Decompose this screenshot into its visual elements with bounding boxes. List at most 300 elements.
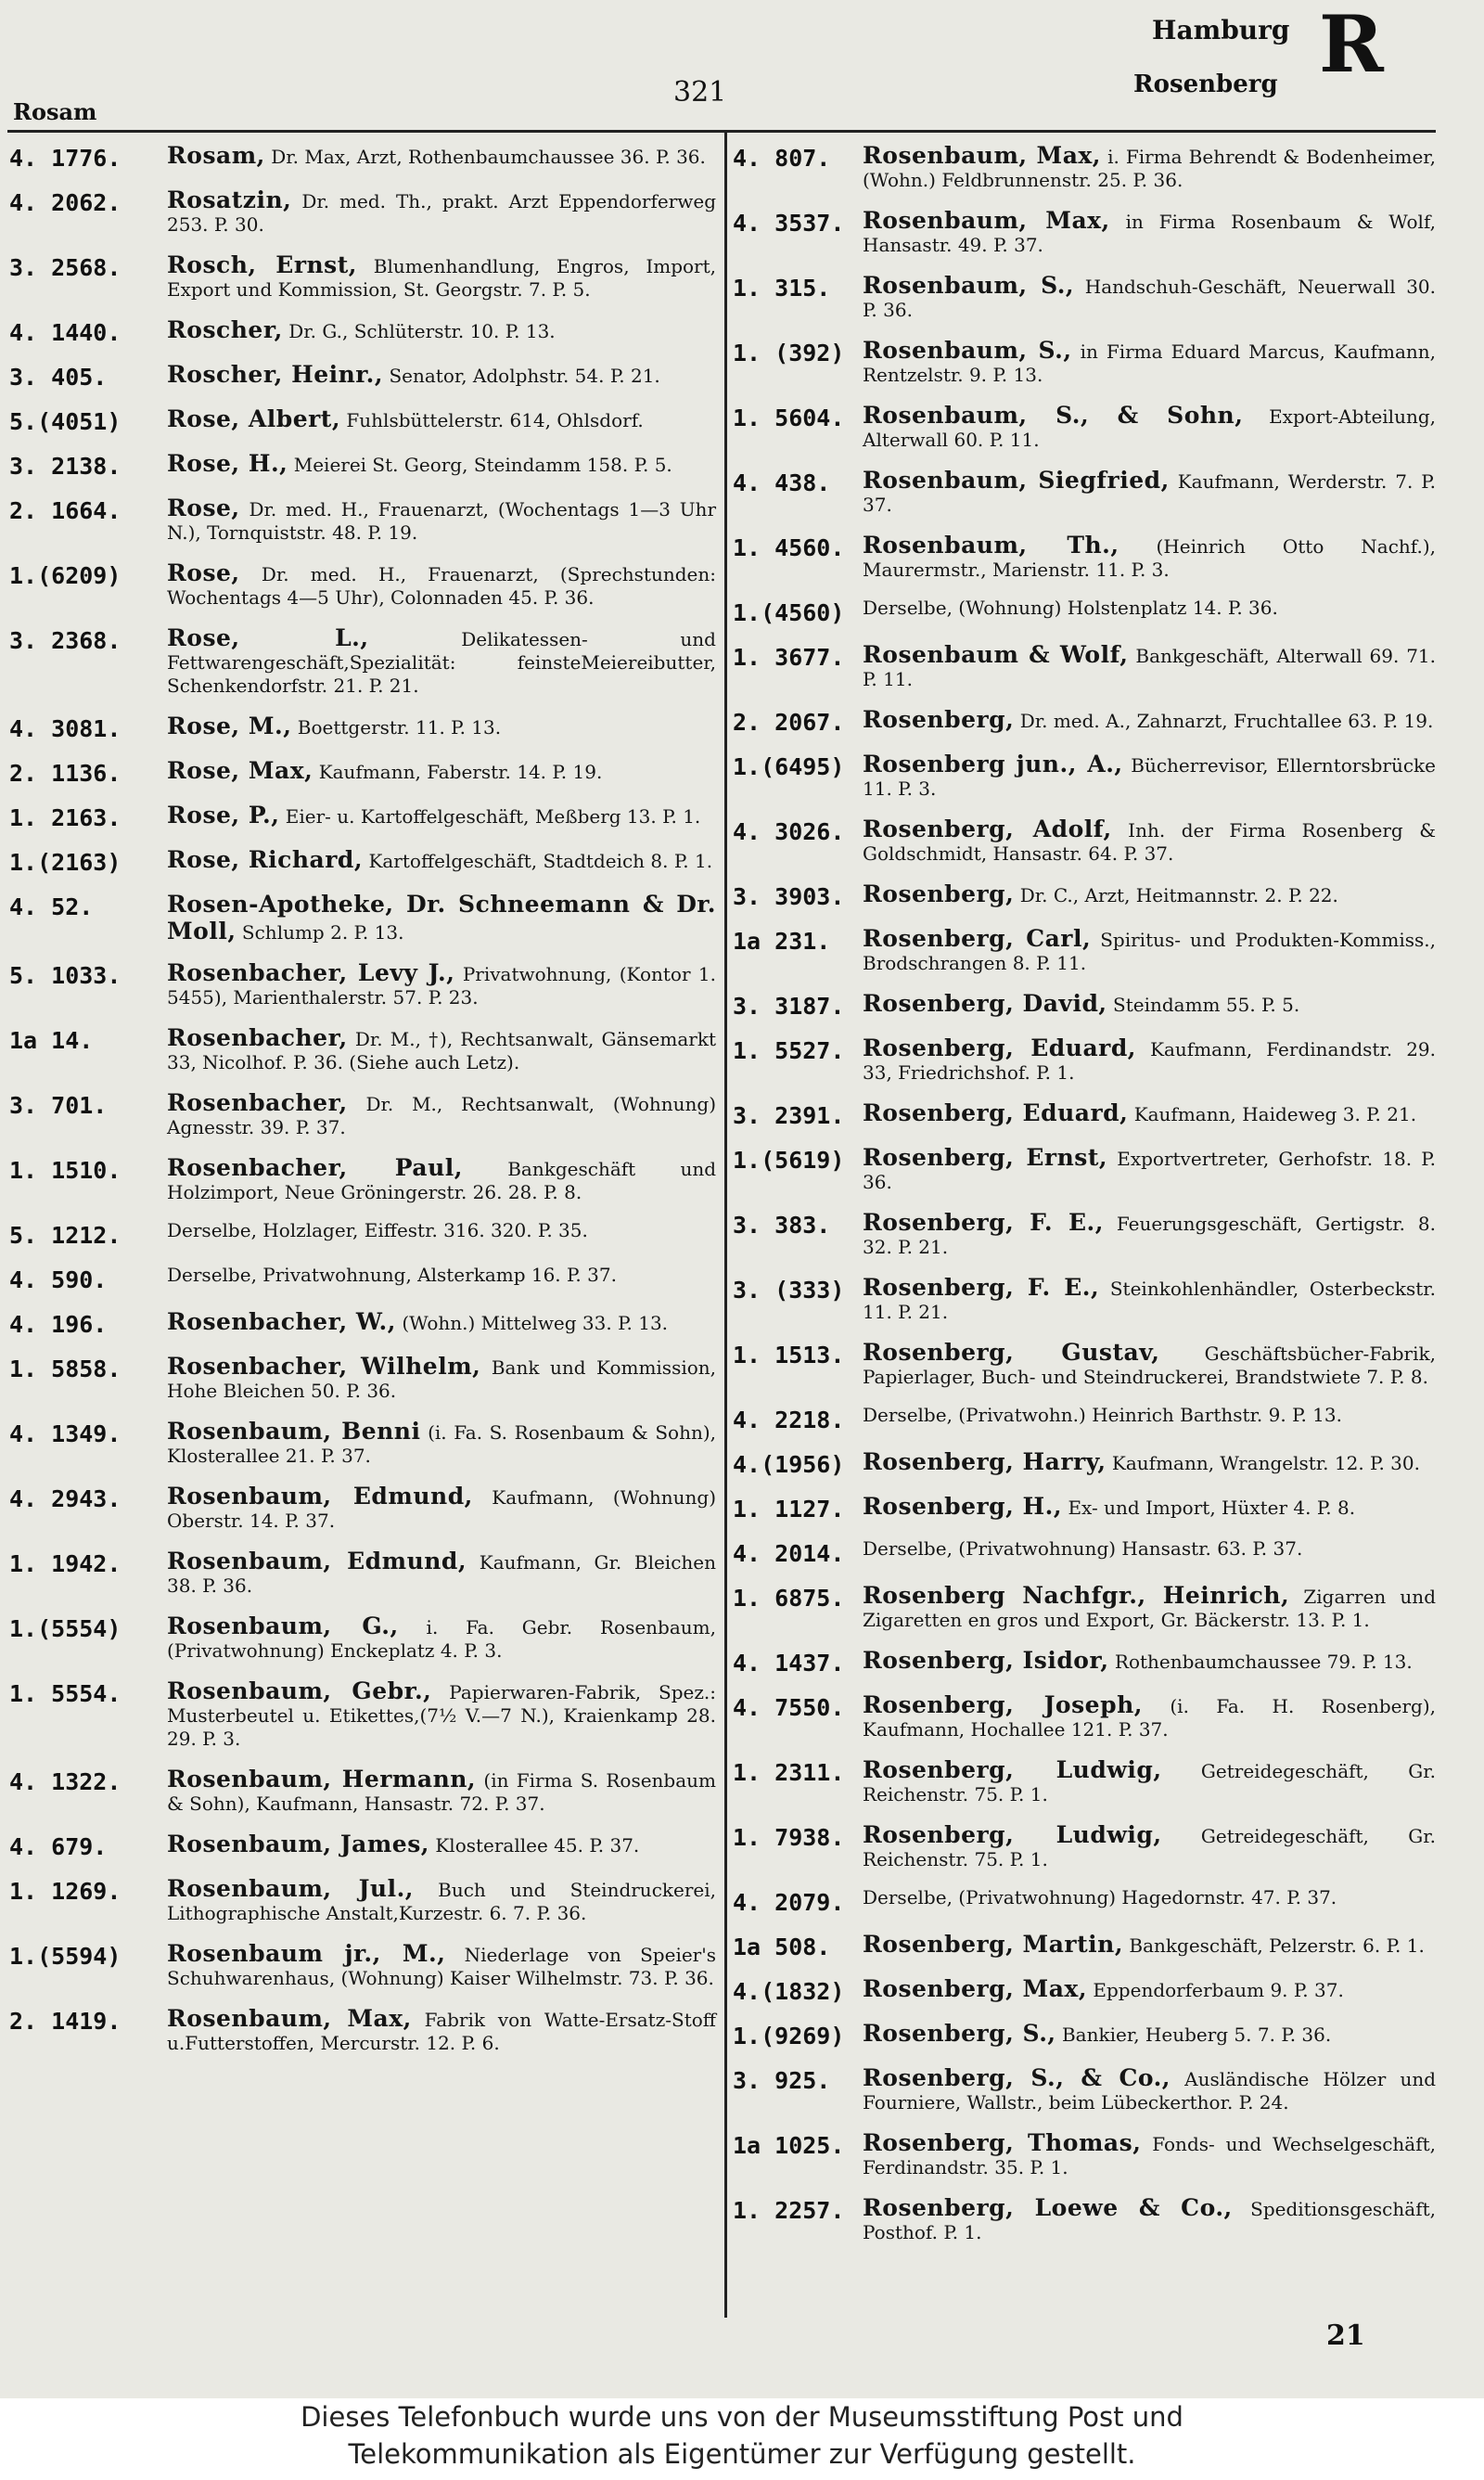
phone-number: 2. 1136. (9, 760, 122, 787)
entry-text (863, 2020, 1436, 2047)
entry-text (167, 802, 716, 829)
entry-details: Kaufmann, (Wohnung) Oberstr. 14. P. 37. (167, 1486, 716, 1532)
entry-text (167, 1089, 716, 1139)
entry-details: Steindamm 55. P. 5. (1113, 994, 1300, 1016)
subscriber-name: Rosenbaum, Max, (167, 2005, 412, 2032)
phone-number: 3. 405. (9, 364, 108, 391)
phone-number: 3. 925. (733, 2067, 831, 2094)
phone-number: 1. 5527. (733, 1037, 845, 1064)
entry-text (167, 186, 716, 237)
entry-text (863, 1975, 1436, 2002)
directory-entry (9, 186, 716, 237)
entry-text (167, 1940, 716, 1990)
phone-number: 1. 7938. (733, 1824, 845, 1851)
entry-text (167, 251, 716, 302)
entry-text (167, 316, 716, 343)
subscriber-name: Rosenbaum, Gebr., (167, 1677, 432, 1704)
phone-number: 1a 14. (9, 1027, 94, 1054)
entry-details: i. Firma Behrendt & Bodenheimer, (Wohn.) Feldbrunnenstr. 25. P. 36. (863, 146, 1437, 191)
entry-details: Dr. G., Schlüterstr. 10. P. 13. (288, 320, 556, 342)
entry-details: Rothenbaumchaussee 79. P. 13. (1114, 1651, 1413, 1673)
entry-text (167, 1483, 716, 1533)
subscriber-name: Rosenbaum, G., (167, 1613, 399, 1639)
entry-text (863, 1493, 1436, 1520)
entry-text (863, 1821, 1436, 1871)
running-head-right: Rosenberg (1133, 71, 1278, 98)
phone-number: 1. 5554. (9, 1680, 122, 1707)
subscriber-name: Rosenbaum, Siegfried, (863, 467, 1170, 494)
subscriber-name: Rosenbaum, Benni (167, 1418, 421, 1445)
directory-entry (9, 846, 716, 876)
phone-number: 4. 679. (9, 1833, 108, 1860)
entry-text (863, 1756, 1436, 1806)
phone-number: 1. 1510. (9, 1157, 122, 1184)
entry-text (863, 751, 1436, 801)
directory-entry (733, 597, 1436, 626)
entry-text (863, 706, 1436, 733)
subscriber-name: Rose, M., (167, 713, 292, 739)
phone-number: 4. 438. (733, 469, 831, 496)
directory-entry (733, 1034, 1436, 1085)
phone-number: 1.(5619) (733, 1147, 845, 1174)
entry-details: Bücherrevisor, Ellerntorsbrücke 11. P. 3. (863, 754, 1436, 800)
directory-entry (9, 1353, 716, 1403)
phone-number: 4. 7550. (733, 1694, 845, 1721)
ownership-notice-line-2: Telekommunikation als Eigentümer zur Verfügung gestellt. (348, 2438, 1136, 2470)
subscriber-name: Rosenberg, Loewe & Co., (863, 2194, 1233, 2221)
entry-text (863, 925, 1436, 975)
entry-text (167, 559, 716, 610)
directory-entry (9, 142, 716, 172)
subscriber-name: Rosenbacher, W., (167, 1308, 396, 1335)
directory-entry (733, 2194, 1436, 2244)
entry-text (167, 1875, 716, 1925)
entry-details: i. Fa. Gebr. Rosenbaum, (Privatwohnung) Enckeplatz 4. P. 3. (167, 1616, 716, 1662)
phone-number: 4. 2943. (9, 1485, 122, 1512)
directory-entry (733, 532, 1436, 582)
phone-number: 4. 1776. (9, 145, 122, 172)
phone-number: 1. 2311. (733, 1759, 845, 1786)
subscriber-name: Rosatzin, (167, 186, 292, 213)
entry-text (863, 1448, 1436, 1475)
phone-number: 4. 2014. (733, 1540, 845, 1567)
directory-entry (9, 1024, 716, 1074)
entry-details: Kaufmann, Faberstr. 14. P. 19. (318, 761, 603, 783)
entry-text (863, 641, 1436, 691)
entry-details: Boettgerstr. 11. P. 13. (297, 716, 502, 739)
entry-text (863, 597, 1436, 620)
phone-number: 3. 3903. (733, 883, 845, 910)
entry-text (863, 1404, 1436, 1427)
entry-details: Privatwohnung, (Kontor 1. 5455), Marienthalerstr. 57. P. 23. (167, 963, 716, 1009)
directory-entry (9, 1089, 716, 1139)
phone-number: 4. 1440. (9, 319, 122, 346)
directory-entry (733, 925, 1436, 975)
entry-text (167, 757, 716, 784)
phone-number: 1. 6875. (733, 1585, 845, 1612)
entry-details: Blumenhandlung, Engros, Import, Export und Kommission, St. Georgstr. 7. P. 5. (167, 255, 717, 301)
directory-entry (733, 1144, 1436, 1194)
entry-text (863, 1274, 1436, 1324)
subscriber-name: Rosenbaum, S., (863, 337, 1072, 364)
entry-text (167, 1831, 716, 1857)
entry-text (863, 990, 1436, 1017)
entry-text (167, 495, 716, 545)
subscriber-name: Rosenbaum, Th., (863, 532, 1119, 559)
entry-details: Derselbe, (Wohnung) Holstenplatz 14. P. 36. (863, 597, 1278, 619)
entry-details: Buch und Steindruckerei, Lithographische Anstalt,Kurzestr. 6. 7. P. 36. (167, 1879, 716, 1924)
entry-text (167, 1308, 716, 1335)
subscriber-name: Rose, (167, 495, 240, 521)
entry-text (167, 405, 716, 432)
entry-text (863, 1209, 1436, 1259)
subscriber-name: Rosenberg, S., (863, 2020, 1056, 2047)
entry-details: Dr. med. H., Frauenarzt, (Sprechstunden: Wochentags 4—5 Uhr), Colonnaden 45. P. 36. (167, 563, 716, 609)
section-letter: R (1319, 0, 1384, 90)
entry-text (863, 816, 1436, 866)
directory-entry (9, 1677, 716, 1751)
entry-details: Derselbe, (Privatwohnung) Hansastr. 63. P. 37. (863, 1537, 1303, 1560)
entry-details: Geschäftsbücher-Fabrik, Papierlager, Buch- und Steindruckerei, Brandstwiete 7. P. 8. (863, 1343, 1436, 1388)
entry-text (167, 1024, 716, 1074)
entry-details: Schlump 2. P. 13. (241, 921, 404, 944)
subscriber-name: Rosam, (167, 142, 265, 169)
phone-number: 5.(4051) (9, 408, 122, 435)
phone-number: 1.(4560) (733, 599, 845, 626)
directory-entry (733, 1209, 1436, 1259)
subscriber-name: Rosenbaum, Hermann, (167, 1766, 477, 1793)
phone-number: 1. 1942. (9, 1550, 122, 1577)
entry-details: in Firma Rosenbaum & Wolf, Hansastr. 49. P. 37. (863, 211, 1436, 256)
subscriber-name: Rosenberg, Harry, (863, 1448, 1107, 1475)
phone-number: 1. 315. (733, 275, 831, 302)
entry-details: in Firma Eduard Marcus, Kaufmann, Rentzelstr. 9. P. 13. (863, 341, 1436, 386)
entry-details: Bankgeschäft und Holzimport, Neue Gröningerstr. 26. 28. P. 8. (167, 1158, 717, 1203)
entry-details: Derselbe, Privatwohnung, Alsterkamp 16. P. 37. (167, 1264, 617, 1286)
entry-details: Fuhlsbüttelerstr. 614, Ohlsdorf. (346, 409, 644, 431)
subscriber-name: Rosenberg, (863, 880, 1015, 907)
entry-details: Fabrik von Watte-Ersatz-Stoff u.Futterstoffen, Mercurstr. 12. P. 6. (167, 2009, 716, 2054)
entry-text (167, 361, 716, 388)
phone-number: 1. 1269. (9, 1878, 122, 1905)
subscriber-name: Rosenbaum, S., (863, 272, 1075, 299)
directory-entry (9, 1940, 716, 1990)
directory-entry (733, 1493, 1436, 1523)
entry-text (863, 337, 1436, 387)
directory-entry (733, 207, 1436, 257)
entry-details: Feuerungsgeschäft, Gertigstr. 8. 32. P. 21. (863, 1213, 1436, 1258)
directory-entry (733, 706, 1436, 736)
directory-entry (733, 1886, 1436, 1916)
phone-number: 1a 508. (733, 1934, 831, 1960)
subscriber-name: Rosenberg, Eduard, (863, 1034, 1137, 1061)
phone-number: 1. 2257. (733, 2197, 845, 2224)
directory-entry (733, 1274, 1436, 1324)
entry-details: Delikatessen- und Fettwarengeschäft,Spezialität: feinsteMeiereibutter, Schenkendorfstr. 21. P. 21. (167, 628, 716, 697)
directory-entry (733, 880, 1436, 910)
directory-entry (733, 990, 1436, 1020)
phone-number: 4. 52. (9, 893, 94, 920)
entry-text (863, 1931, 1436, 1958)
entry-text (167, 1766, 716, 1816)
subscriber-name: Rosenberg, David, (863, 990, 1107, 1017)
directory-entry (733, 1691, 1436, 1741)
subscriber-name: Rose, H., (167, 450, 288, 477)
phone-number: 1. 1127. (733, 1496, 845, 1523)
phone-number: 1.(9269) (733, 2023, 845, 2050)
phone-number: 1. 3677. (733, 644, 845, 671)
entry-text (167, 1154, 716, 1204)
entry-details: Inh. der Firma Rosenberg & Goldschmidt, Hansastr. 64. P. 37. (863, 819, 1437, 865)
subscriber-name: Rosenbaum, S., & Sohn, (863, 402, 1244, 429)
ownership-notice-line-1: Dieses Telefonbuch wurde uns von der Museumsstiftung Post und (301, 2401, 1183, 2433)
entry-text (863, 142, 1436, 192)
entry-text (863, 2064, 1436, 2114)
entry-text (863, 1647, 1436, 1674)
entry-details: Derselbe, (Privatwohn.) Heinrich Barthstr. 9. P. 13. (863, 1404, 1342, 1426)
entry-details: Kaufmann, Werderstr. 7. P. 37. (863, 470, 1436, 516)
entry-text (863, 1582, 1436, 1632)
subscriber-name: Rosenberg, Ernst, (863, 1144, 1108, 1171)
entry-text (863, 1339, 1436, 1389)
directory-entry (733, 1931, 1436, 1960)
ownership-notice (0, 2398, 1484, 2480)
phone-number: 4.(1832) (733, 1978, 845, 2005)
entry-text (167, 891, 716, 944)
entry-details: Speditionsgeschäft, Posthof. P. 1. (863, 2198, 1436, 2243)
subscriber-name: Rosenbaum, Max, (863, 142, 1102, 169)
phone-number: 4.(1956) (733, 1451, 845, 1478)
directory-entry (733, 2129, 1436, 2179)
phone-number: 2. 2067. (733, 709, 845, 736)
phone-number: 1.(6495) (733, 753, 845, 780)
subscriber-name: Rose, (167, 559, 240, 586)
phone-number: 1.(5594) (9, 1943, 122, 1970)
phone-number: 1. 5604. (733, 405, 845, 431)
directory-entry (9, 1483, 716, 1533)
phone-number: 5. 1033. (9, 962, 122, 989)
entry-details: Kaufmann, Ferdinandstr. 29. 33, Friedrichshof. P. 1. (863, 1038, 1436, 1084)
entry-details: Derselbe, Holzlager, Eiffestr. 316. 320. P. 35. (167, 1219, 588, 1241)
entry-details: Getreidegeschäft, Gr. Reichenstr. 75. P. 1. (863, 1760, 1436, 1805)
directory-entry (733, 1537, 1436, 1567)
subscriber-name: Roscher, (167, 316, 283, 343)
entry-text (863, 1144, 1436, 1194)
entry-details: Derselbe, (Privatwohnung) Hagedornstr. 47. P. 37. (863, 1886, 1337, 1908)
subscriber-name: Rose, Albert, (167, 405, 341, 432)
running-head-city: Hamburg (1152, 15, 1290, 45)
directory-entry (9, 405, 716, 435)
running-head-left: Rosam (13, 98, 97, 125)
entry-details: (in Firma S. Rosenbaum & Sohn), Kaufmann, Hansastr. 72. P. 37. (167, 1769, 716, 1815)
subscriber-name: Rosenberg, Martin, (863, 1931, 1124, 1958)
directory-entry (733, 1647, 1436, 1677)
subscriber-name: Rose, P., (167, 802, 280, 829)
entry-details: Dr. med. A., Zahnarzt, Fruchtallee 63. P. 19. (1019, 710, 1434, 732)
subscriber-name: Roscher, Heinr., (167, 361, 384, 388)
right-column (733, 142, 1436, 2259)
directory-entry (733, 1339, 1436, 1389)
entry-details: (Wohn.) Mittelweg 33. P. 13. (402, 1312, 669, 1334)
entry-text (167, 713, 716, 739)
entry-text (167, 2005, 716, 2055)
entry-details: Bankgeschäft, Alterwall 69. 71. P. 11. (863, 645, 1436, 690)
subscriber-name: Rosenberg, Thomas, (863, 2129, 1142, 2156)
subscriber-name: Rosenbacher, Wilhelm, (167, 1353, 481, 1380)
subscriber-name: Rosenberg, H., (863, 1493, 1063, 1520)
phone-number: 4. 590. (9, 1266, 108, 1293)
directory-entry (9, 1831, 716, 1860)
entry-text (863, 272, 1436, 322)
directory-entry (9, 959, 716, 1009)
page-number: 321 (673, 76, 727, 109)
entry-details: Klosterallee 45. P. 37. (435, 1834, 640, 1857)
entry-details: Niederlage von Speier's Schuhwarenhaus, (Wohnung) Kaiser Wilhelmstr. 73. P. 36. (167, 1944, 716, 1989)
subscriber-name: Rosenbaum, Edmund, (167, 1483, 473, 1510)
directory-entry (9, 802, 716, 831)
directory-entry (733, 272, 1436, 322)
subscriber-name: Rosenbaum, Max, (863, 207, 1110, 234)
directory-entry (9, 1613, 716, 1663)
subscriber-name: Rosenberg, Max, (863, 1975, 1088, 2002)
entry-text (863, 207, 1436, 257)
entry-details: Handschuh-Geschäft, Neuerwall 30. P. 36. (863, 276, 1436, 321)
entry-text (167, 1418, 716, 1468)
phone-number: 3. 701. (9, 1092, 108, 1119)
subscriber-name: Rosenbacher, (167, 1024, 348, 1051)
phone-number: 4. 3026. (733, 818, 845, 845)
phone-number: 2. 1419. (9, 2008, 122, 2035)
entry-details: (i. Fa. H. Rosenberg), Kaufmann, Hochallee 121. P. 37. (863, 1695, 1436, 1741)
entry-details: Bank und Kommission, Hohe Bleichen 50. P. 36. (167, 1356, 717, 1402)
entry-details: Ausländische Hölzer und Fourniere, Wallstr., beim Lübeckerthor. P. 24. (863, 2068, 1437, 2114)
directory-entry (733, 2064, 1436, 2114)
entry-details: Steinkohlenhändler, Osterbeckstr. 11. P. 21. (863, 1278, 1436, 1323)
directory-entry (733, 2020, 1436, 2050)
subscriber-name: Rosenberg, Isidor, (863, 1647, 1109, 1674)
subscriber-name: Rose, L., (167, 624, 369, 651)
entry-details: Fonds- und Wechselgeschäft, Ferdinandstr. 35. P. 1. (863, 2133, 1437, 2178)
phone-number: 4. 2218. (733, 1407, 845, 1433)
directory-entry (9, 450, 716, 480)
phone-number: 4. 3081. (9, 715, 122, 742)
entry-text (863, 1691, 1436, 1741)
subscriber-name: Rosenbaum, Edmund, (167, 1548, 467, 1574)
phone-number: 1. (392) (733, 340, 845, 366)
entry-text (167, 846, 716, 873)
directory-entry (9, 1264, 716, 1293)
directory-entry (733, 1756, 1436, 1806)
entry-details: (Heinrich Otto Nachf.), Maurermstr., Marienstr. 11. P. 3. (863, 535, 1437, 581)
entry-text (167, 1264, 716, 1287)
directory-entry (9, 1219, 716, 1249)
subscriber-name: Rose, Richard, (167, 846, 364, 873)
entry-details: Senator, Adolphstr. 54. P. 21. (389, 365, 660, 387)
directory-entry (733, 1821, 1436, 1871)
entry-details: Eppendorferbaum 9. P. 37. (1093, 1979, 1344, 2001)
column-divider (724, 130, 727, 2318)
entry-text (167, 624, 716, 698)
subscriber-name: Rosenberg, Gustav, (863, 1339, 1160, 1366)
entry-text (863, 1034, 1436, 1085)
subscriber-name: Rosenberg jun., A., (863, 751, 1123, 777)
subscriber-name: Rosenberg, F. E., (863, 1274, 1100, 1301)
phone-number: 3. (333) (733, 1277, 845, 1304)
directory-entry (9, 1154, 716, 1204)
subscriber-name: Rosenberg, Joseph, (863, 1691, 1143, 1718)
phone-number: 4. 1322. (9, 1768, 122, 1795)
entry-text (167, 1613, 716, 1663)
entry-details: Dr. med. H., Frauenarzt, (Wochentags 1—3 Uhr N.), Tornquiststr. 48. P. 19. (167, 498, 717, 544)
directory-entry (733, 467, 1436, 517)
entry-text (863, 532, 1436, 582)
entry-details: Kaufmann, Gr. Bleichen 38. P. 36. (167, 1551, 716, 1597)
directory-entry (733, 337, 1436, 387)
phone-number: 3. 2391. (733, 1102, 845, 1129)
directory-entry (9, 713, 716, 742)
phone-number: 1.(6209) (9, 562, 122, 589)
phone-number: 1.(2163) (9, 849, 122, 876)
directory-entry (9, 1548, 716, 1598)
directory-entry (9, 361, 716, 391)
directory-entry (9, 757, 716, 787)
directory-entry (733, 402, 1436, 452)
phone-number: 3. 2568. (9, 254, 122, 281)
directory-entry (9, 624, 716, 698)
phone-number: 1a 231. (733, 928, 831, 955)
phone-number: 4. 196. (9, 1311, 108, 1338)
phone-number: 3. 2368. (9, 627, 122, 654)
directory-entry (9, 251, 716, 302)
phone-number: 4. 2079. (733, 1889, 845, 1916)
entry-details: Bankgeschäft, Pelzerstr. 6. P. 1. (1129, 1934, 1425, 1957)
directory-entry (9, 1308, 716, 1338)
phone-number: 1.(5554) (9, 1615, 122, 1642)
subscriber-name: Rosenbaum, James, (167, 1831, 429, 1857)
entry-details: Dr. M., Rechtsanwalt, (Wohnung) Agnesstr. 39. P. 37. (167, 1093, 716, 1138)
directory-entry (733, 1975, 1436, 2005)
subscriber-name: Rosenbaum & Wolf, (863, 641, 1129, 668)
entry-details: Dr. M., †), Rechtsanwalt, Gänsemarkt 33, Nicolhof. P. 36. (Siehe auch Letz). (167, 1028, 716, 1073)
subscriber-name: Rosenbaum, Jul., (167, 1875, 414, 1902)
subscriber-name: Rosenbacher, (167, 1089, 348, 1116)
phone-number: 3. 3187. (733, 993, 845, 1020)
directory-entry (733, 142, 1436, 192)
subscriber-name: Rosenberg, (863, 706, 1015, 733)
directory-entry (9, 891, 716, 944)
entry-details: Dr. C., Arzt, Heitmannstr. 2. P. 22. (1019, 884, 1338, 906)
entry-details: Meierei St. Georg, Steindamm 158. P. 5. (293, 454, 672, 476)
entry-text (167, 142, 716, 169)
entry-text (167, 1219, 716, 1242)
directory-entry (9, 316, 716, 346)
entry-details: Dr. Max, Arzt, Rothenbaumchaussee 36. P. 36. (271, 146, 706, 168)
entry-details: Eier- u. Kartoffelgeschäft, Meßberg 13. P. 1. (285, 805, 701, 828)
subscriber-name: Rosenberg Nachfgr., Heinrich, (863, 1582, 1290, 1609)
entry-details: Kaufmann, Haideweg 3. P. 21. (1133, 1103, 1417, 1125)
entry-text (863, 402, 1436, 452)
subscriber-name: Rosenberg, F. E., (863, 1209, 1104, 1236)
directory-entry (733, 1404, 1436, 1433)
directory-entry (9, 1766, 716, 1816)
directory-entry (9, 559, 716, 610)
entry-text (863, 1099, 1436, 1126)
directory-entry (733, 1448, 1436, 1478)
entry-text (167, 1677, 716, 1751)
entry-details: (i. Fa. S. Rosenbaum & Sohn), Klosterallee 21. P. 37. (167, 1421, 716, 1467)
entry-text (863, 2194, 1436, 2244)
entry-text (167, 959, 716, 1009)
